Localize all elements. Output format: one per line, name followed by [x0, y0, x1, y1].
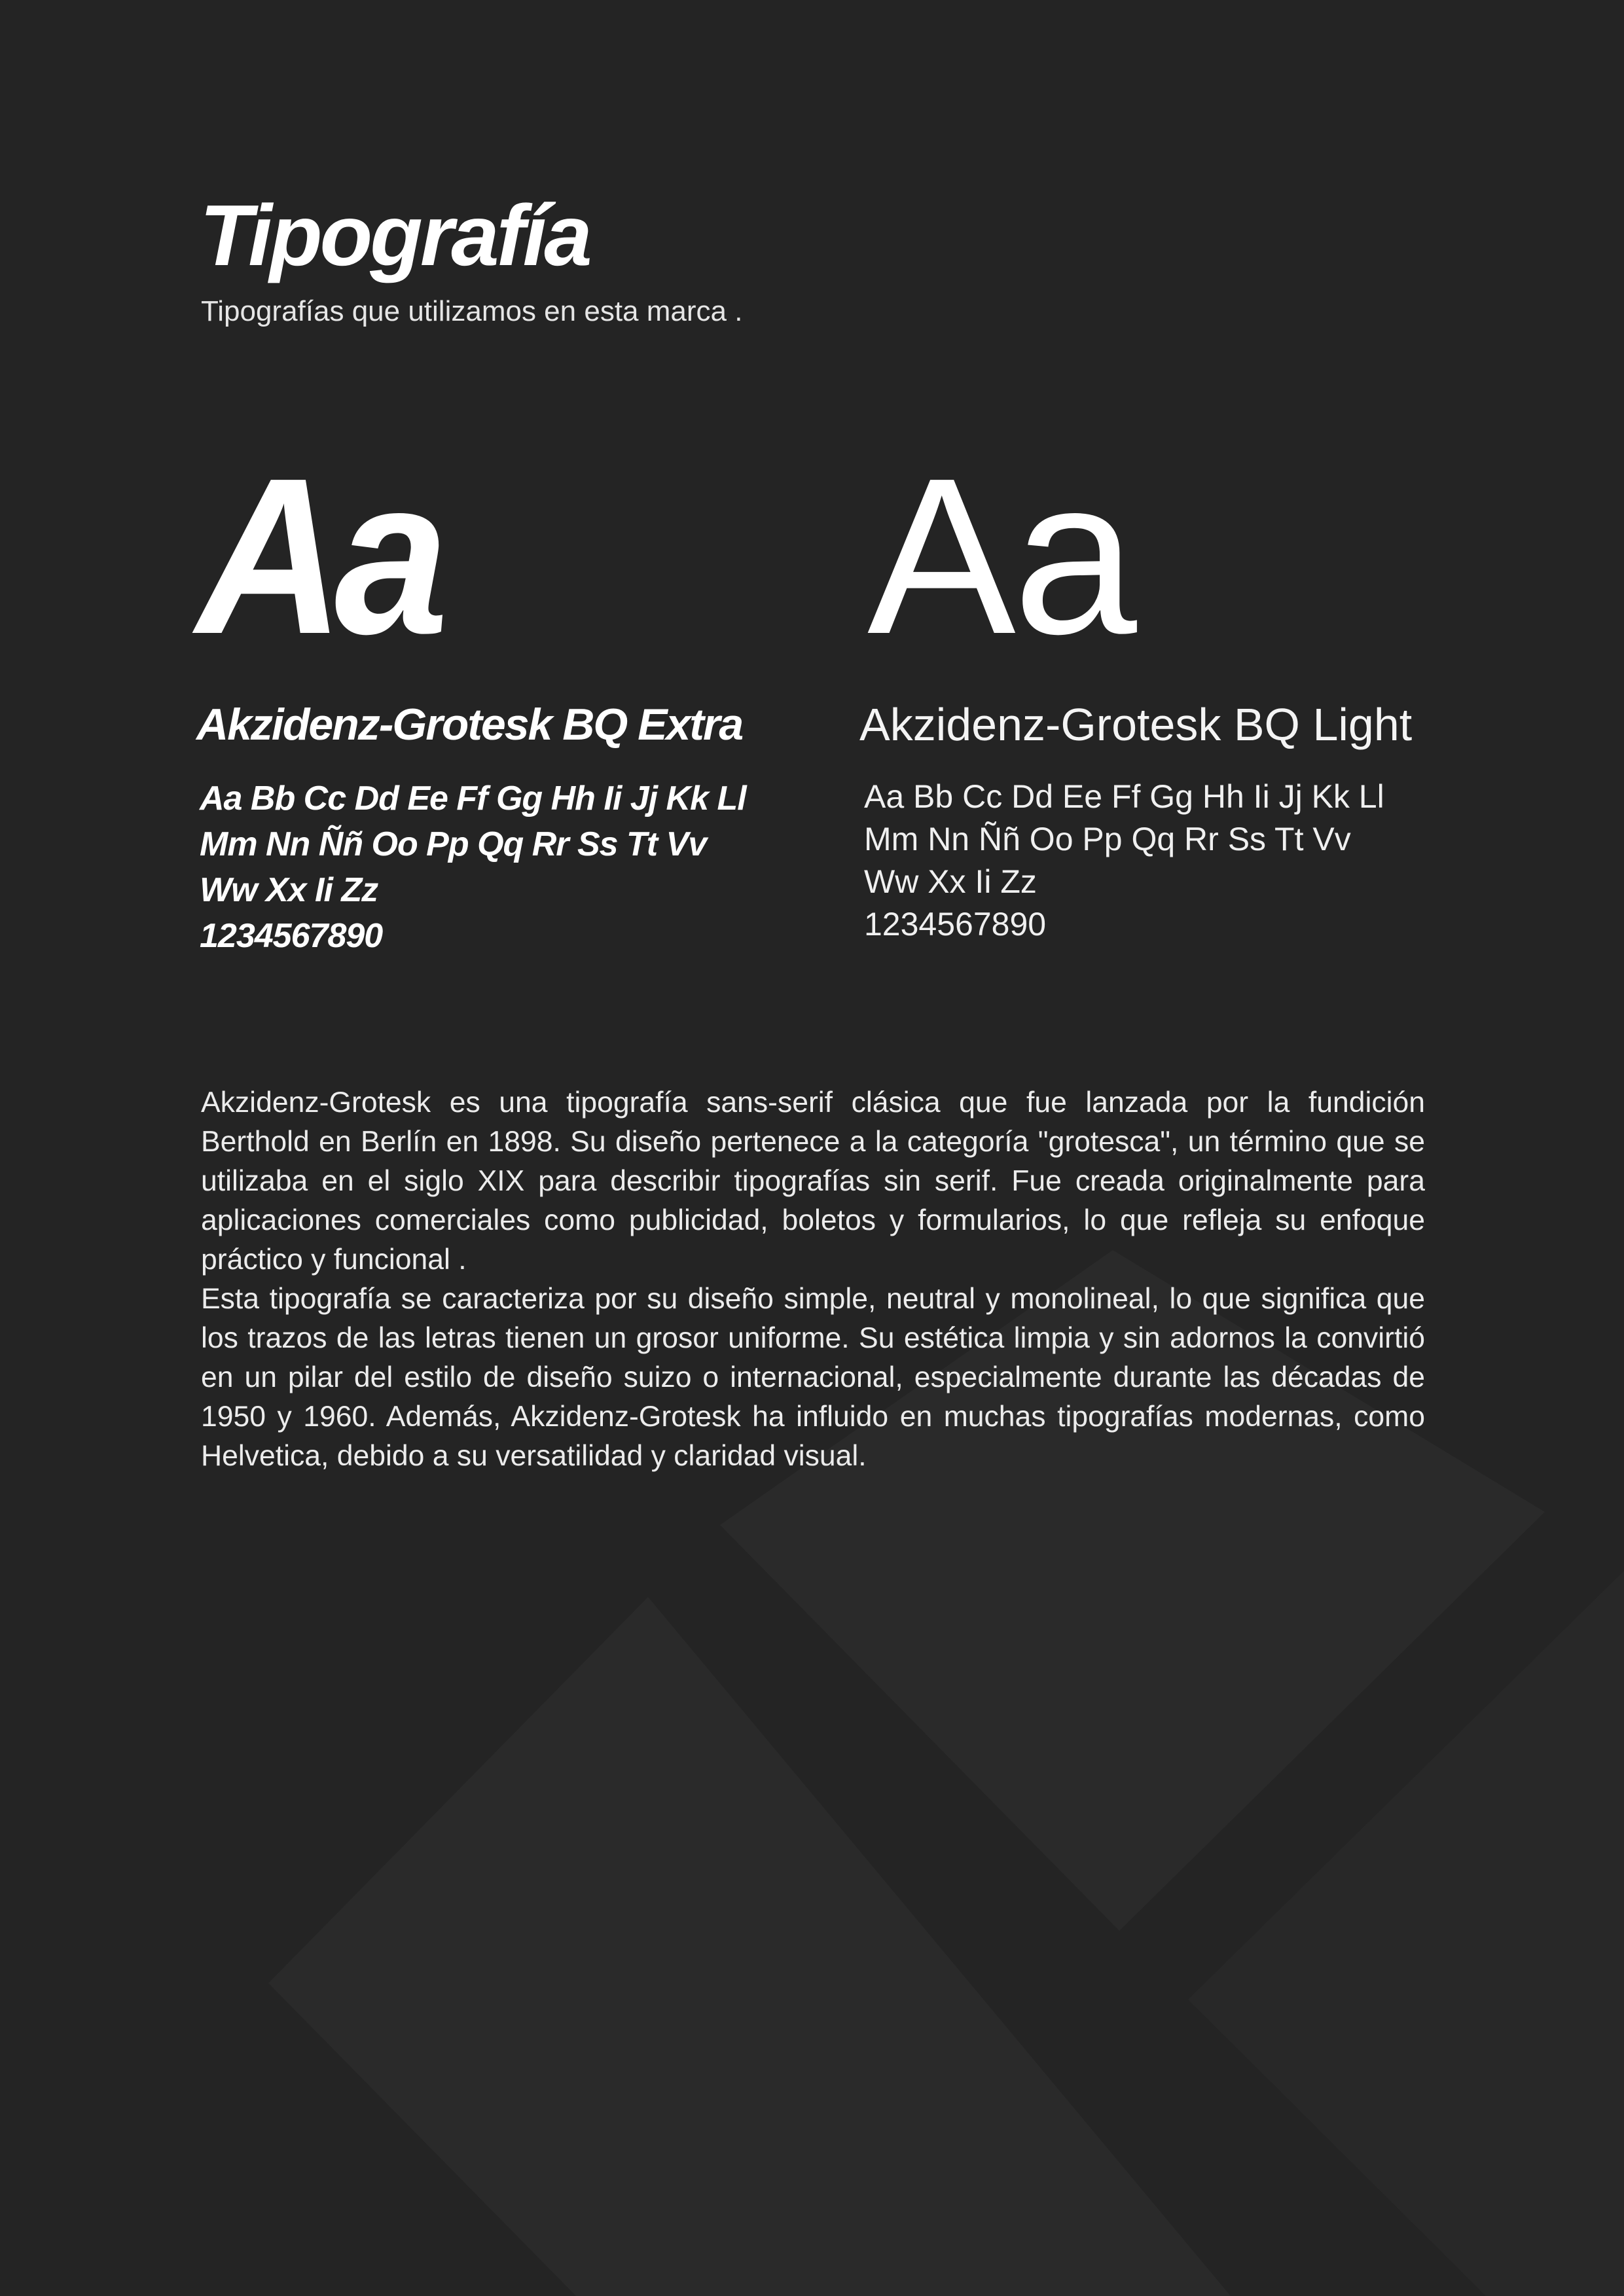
- font-name-light: Akzidenz-Grotesk BQ Light: [859, 699, 1413, 750]
- specimen-light: Aa: [867, 432, 1134, 681]
- alphabet-line: Ww Xx Ii Zz: [864, 863, 1037, 900]
- alphabet-line: Ww Xx Ii Zz: [200, 871, 378, 909]
- alphabet-line: Mm Nn Ññ Oo Pp Qq Rr Ss Tt Vv: [864, 821, 1351, 857]
- description-text: [201, 1083, 1425, 1476]
- page-subtitle: Tipografías que utilizamos en esta marca .: [201, 295, 743, 327]
- alphabet-light: [864, 776, 1384, 946]
- page-title: Tipografía: [200, 187, 590, 283]
- alphabet-line: Mm Nn Ññ Oo Pp Qq Rr Ss Tt Vv: [200, 825, 707, 863]
- digits-line: 1234567890: [864, 906, 1047, 942]
- font-name-extra: Akzidenz-Grotesk BQ Extra: [196, 700, 743, 749]
- specimen-extra: Aa: [196, 432, 439, 681]
- description-paragraph-1: Akzidenz-Grotesk es una tipografía sans-serif clásica que fue lanzada por la fundición Berthold en Berlín en 1898. Su diseño pertenece a la categoría "grotesca", un término que se utilizaba en el siglo XIX para describir tipografías sin serif. Fue creada originalmente para aplicaciones comerciales como publicidad, boletos y formularios, lo que refleja su enfoque práctico y funcional .: [201, 1086, 1425, 1276]
- digits-line: 1234567890: [200, 917, 383, 955]
- alphabet-line: Aa Bb Cc Dd Ee Ff Gg Hh Ii Jj Kk Ll: [864, 778, 1384, 815]
- description-paragraph-2: Esta tipografía se caracteriza por su diseño simple, neutral y monolineal, lo que significa que los trazos de las letras tienen un grosor uniforme. Su estética limpia y sin adornos la convirtió en un pilar del estilo de diseño suizo o internacional, especialmente durante las décadas de 1950 y 1960. Además, Akzidenz-Grotesk ha influido en muchas tipografías modernas, como Helvetica, debido a su versatilidad y claridad visual.: [201, 1283, 1425, 1472]
- alphabet-line: Aa Bb Cc Dd Ee Ff Gg Hh Ii Jj Kk Ll: [200, 780, 746, 817]
- alphabet-extra: [200, 776, 746, 959]
